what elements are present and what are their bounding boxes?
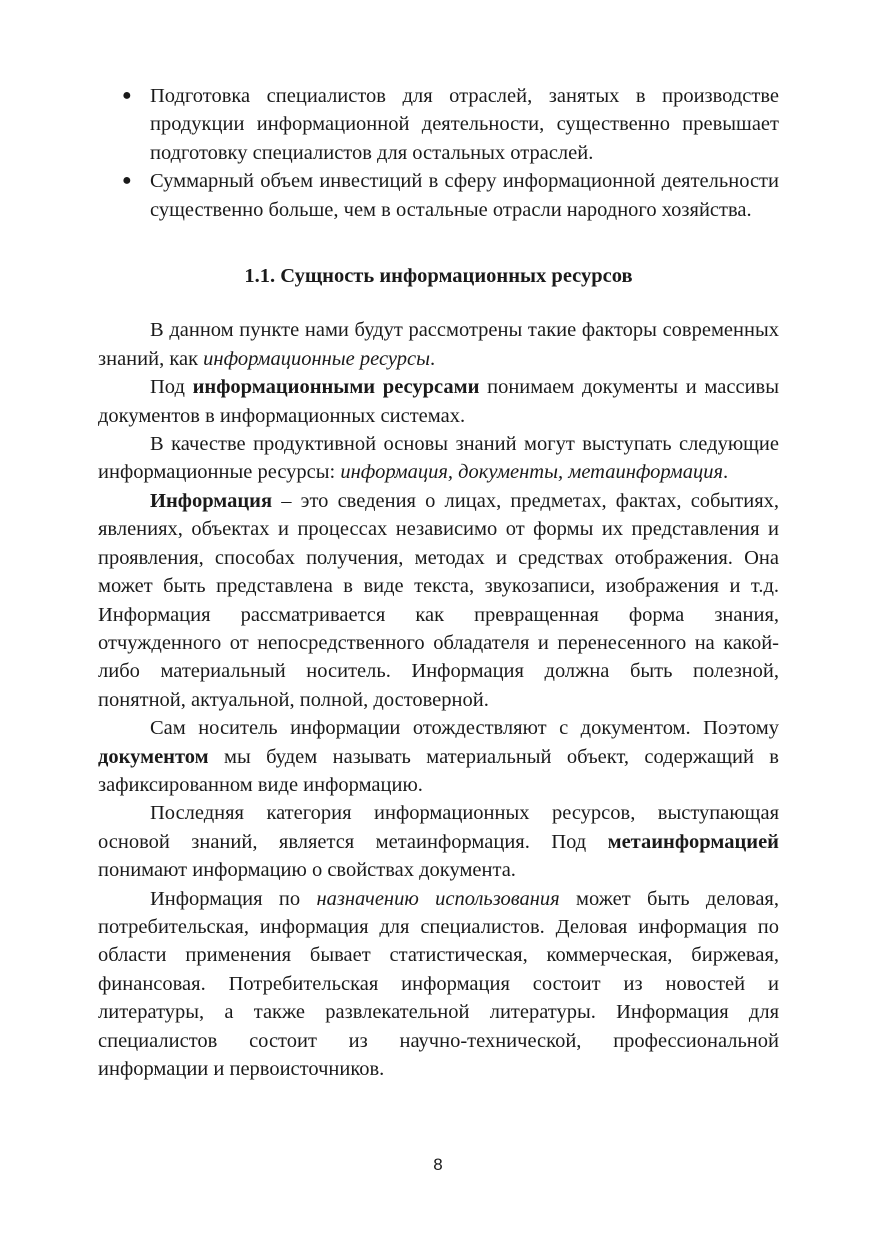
bullet-list <box>98 82 779 224</box>
paragraph <box>98 373 779 430</box>
paragraph <box>98 799 779 884</box>
paragraph-text: . <box>429 347 436 370</box>
paragraph-text: Последняя категория информационных ресурсов, выступающая основой знаний, является метаинформация. Под <box>98 802 779 853</box>
paragraph <box>98 885 779 1084</box>
paragraph-text: может быть деловая, потребительская, информация для специалистов. Деловая информация по области применения бывает статистическая, коммерческая, биржевая, финансовая. Потребительская информация состоит из новостей и литературы, а также развлекательной литературы. Информация для специалистов состоит из научно-технической, профессиональной информации и первоисточников. <box>98 887 779 1080</box>
section-title: 1.1. Сущность информационных ресурсов <box>244 265 633 288</box>
italic-term: назначению использования <box>316 887 560 910</box>
bold-term: информационными ресурсами <box>192 376 480 399</box>
bullet-item <box>98 82 779 167</box>
page-number: 8 <box>433 1155 443 1174</box>
paragraph-text: понимают информацию о свойствах документа. <box>98 859 516 882</box>
paragraph-text: – это сведения о лицах, предметах, фактах, событиях, явлениях, объектах и процессах независимо от формы их представления и проявления, способах получения, методах и средствах отображения. Она может быть представлена в виде текста, звукозаписи, изображения и т.д. Информация рассматривается как превращенная форма знания, отчужденного от непосредственного обладателя и перенесенного на какой-либо материальный носитель. Информация должна быть полезной, понятной, актуальной, полной, достоверной. <box>98 489 779 711</box>
paragraph-text: понимаем документы и массивы документов в информационных системах. <box>98 376 779 427</box>
italic-term: информация, документы, метаинформация <box>340 461 724 484</box>
bold-term: Информация <box>150 489 273 512</box>
paragraph <box>98 487 779 714</box>
paragraph-text: мы будем называть материальный объект, содержащий в зафиксированном виде информацию. <box>98 745 779 796</box>
paragraph <box>98 430 779 487</box>
paragraph-text: В данном пункте нами будут рассмотрены такие факторы современных знаний, как <box>98 319 779 370</box>
bullet-dot-icon: ● <box>122 87 132 104</box>
paragraph <box>98 714 779 799</box>
paragraph-text: Под <box>150 376 193 399</box>
bullet-text: Подготовка специалистов для отраслей, занятых в производстве продукции информационной деятельности, существенно превышает подготовку специалистов для остальных отраслей. <box>150 85 779 164</box>
paragraph-text: В качестве продуктивной основы знаний могут выступать следующие информационные ресурсы: <box>98 433 779 484</box>
page-body <box>98 82 779 1083</box>
bold-term: метаинформацией <box>607 830 779 853</box>
paragraph-text: . <box>723 461 729 484</box>
bold-term: документом <box>98 745 209 768</box>
bullet-item <box>98 167 779 224</box>
bullet-text: Суммарный объем инвестиций в сферу информационной деятельности существенно больше, чем в остальные отрасли народного хозяйства. <box>150 170 779 221</box>
paragraph-text: Информация по <box>150 887 317 910</box>
paragraph-text: Сам носитель информации отождествляют с документом. Поэтому <box>150 717 779 740</box>
bullet-dot-icon: ● <box>122 172 132 190</box>
paragraph <box>98 316 779 373</box>
italic-term: информационные ресурсы <box>203 347 430 370</box>
